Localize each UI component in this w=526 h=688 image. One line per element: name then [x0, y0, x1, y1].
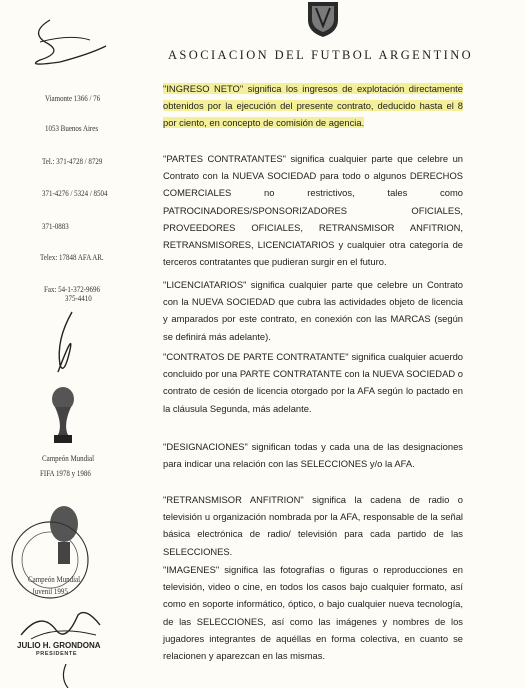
- definition-imagenes: [163, 561, 463, 664]
- telex: Telex: 17848 AFA AR.: [40, 252, 104, 262]
- letterhead-title: ASOCIACION DEL FUTBOL ARGENTINO: [168, 48, 474, 62]
- definition-text: significa cualquier acuerdo concluido por una PARTE CONTRATANTE con la NUEVA SOCIEDAD o contrato de cesión de licencia otorgado por la AFA según lo pactado en la cláusula Segunda, más adelante.: [163, 351, 463, 414]
- telephone-1: Tel.: 371-4728 / 8729: [42, 156, 103, 166]
- trophy-caption-2: FIFA 1978 y 1986: [40, 468, 91, 478]
- margin-signature: [50, 310, 80, 380]
- seal-text-2: Juvenil 1995: [32, 586, 68, 596]
- telephone-2: 371-4276 / 5324 / 8504: [42, 188, 108, 198]
- address-line-2: 1053 Buenos Aires: [45, 123, 99, 133]
- definition-term: "INGRESO NETO": [163, 83, 244, 94]
- definition-term: "CONTRATOS DE PARTE CONTRATANTE": [163, 351, 349, 362]
- fax-2: 375-4410: [65, 293, 92, 303]
- bottom-signature-mark: [56, 664, 76, 688]
- definition-term: "DESIGNACIONES": [163, 441, 248, 452]
- definition-term: "IMAGENES": [163, 564, 220, 575]
- president-title: PRESIDENTE: [36, 651, 78, 657]
- initials-signature: [20, 12, 108, 72]
- address-line-1: Viamonte 1366 / 76: [45, 93, 101, 103]
- president-name: JULIO H. GRONDONA: [17, 641, 101, 650]
- definition-contratos-parte-contratante: [163, 348, 463, 417]
- world-cup-trophy-icon: [46, 385, 80, 447]
- definition-text: significa los ingresos de explotación directamente obtenidos por la ejecución del presente contrato, deducido hasta el 8 por ciento, en concepto de comisión de agencia.: [163, 83, 463, 129]
- definition-text: significa cualquier parte que celebre un Contrato con la NUEVA SOCIEDAD que cubra las actividades objeto de licencia y amparados por este contrato, en conexión con las MARCAS (según se definirá más adelante).: [163, 279, 463, 342]
- definition-ingreso-neto: [163, 80, 463, 132]
- fax-1: Fax: 54-1-372-9696: [44, 284, 100, 294]
- telephone-3: 371-0883: [42, 221, 69, 231]
- definition-term: "LICENCIATARIOS": [163, 279, 247, 290]
- definition-text: significa cualquier parte que celebre un Contrato con la NUEVA SOCIEDAD para todo o algunos DERECHOS COMERCIALES no restrictivos, tales como PATROCINADORES/SPONSORIZADORES OFICIALES, PROVEEDORES OFICIALES, RETRANSMISOR ANFITRION, RETRANSMISORES, LICENCIATARIOS y cualquier otra categoría de terceros contratantes que pudieran surgir en el futuro.: [163, 153, 464, 268]
- definition-text: significa las fotografías o figuras o reproducciones en televisión, video o cine, en todos los casos bajo cualquier formato, así como en soporte informático, óptico, o bajo cualquier nueva tecnología, de las SELECCIONES, así como las imágenes y nombres de los jugadores integrantes de aquéllas en forma colectiva, en cuanto se relacionen y aparezcan en las mismas.: [163, 564, 463, 662]
- definition-retransmisor-anfitrion: [163, 491, 463, 560]
- definition-term: "PARTES CONTRATANTES": [163, 153, 286, 164]
- seal-text-1: Campeón Mundial: [28, 574, 81, 584]
- president-signature: [16, 605, 102, 645]
- definition-partes-contratantes: [163, 150, 463, 270]
- definition-text: significan todas y cada una de las designaciones para indicar una relación con las SELECCIONES y/o la AFA.: [163, 441, 463, 470]
- afa-crest-emblem: [306, 0, 340, 38]
- definition-text: significa la cadena de radio o televisión u organización nombrada por la AFA, responsable de la señal básica electrónica de radio/ televisión para cada partido de las SELECCIONES.: [163, 494, 463, 557]
- definition-designaciones: [163, 438, 463, 472]
- letterhead-sidebar: [0, 0, 132, 688]
- definition-licenciatarios: [163, 276, 463, 345]
- definition-term: "RETRANSMISOR ANFITRION": [163, 494, 304, 505]
- trophy-caption-1: Campeón Mundial: [42, 453, 95, 463]
